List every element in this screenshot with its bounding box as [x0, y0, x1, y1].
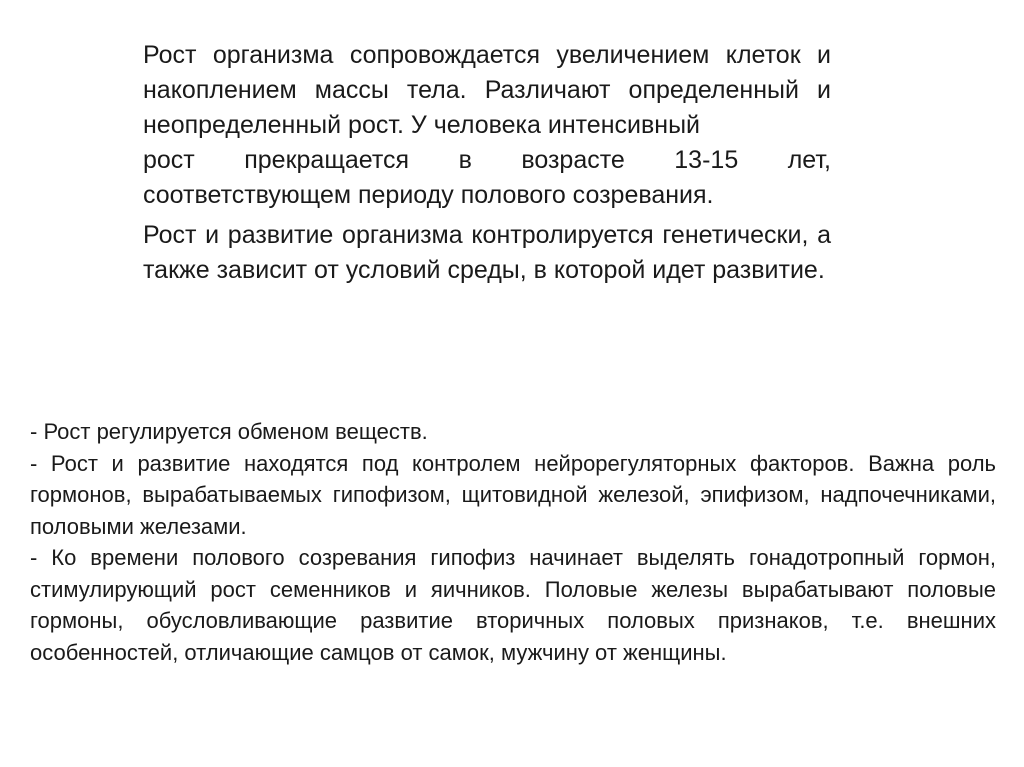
intro-paragraph-3: Рост и развитие организма контролируется генетически, а также зависит от условий среды, в которой идет развитие. [143, 221, 831, 284]
detail-item-2: - Рост и развитие находятся под контролем нейрорегуляторных факторов. Важна роль гормонов, вырабатываемых гипофизом, щитовидной железой, эпифизом, надпочечниками, половыми железами. [30, 450, 996, 539]
intro-paragraph-1: Рост организма сопровождается увеличением клеток и накоплением массы тела. Различают определенный и неопределенный рост. У человека интенсивный [143, 41, 831, 139]
detail-item-1: - Рост регулируется обменом веществ. [30, 419, 428, 444]
details-text-block [30, 416, 996, 668]
intro-paragraph-2: рост прекращается в возрасте 13-15 лет, соответствующем периоду полового созревания. [143, 146, 831, 209]
intro-text-block [143, 38, 831, 288]
detail-item-3: - Ко времени полового созревания гипофиз начинает выделять гонадотропный гормон, стимулирующий рост семенников и яичников. Половые железы вырабатывают половые гормоны, обусловливающие развитие вторичных половых признаков, т.е. внешних особенностей, отличающие самцов от самок, мужчину от женщины. [30, 545, 996, 665]
